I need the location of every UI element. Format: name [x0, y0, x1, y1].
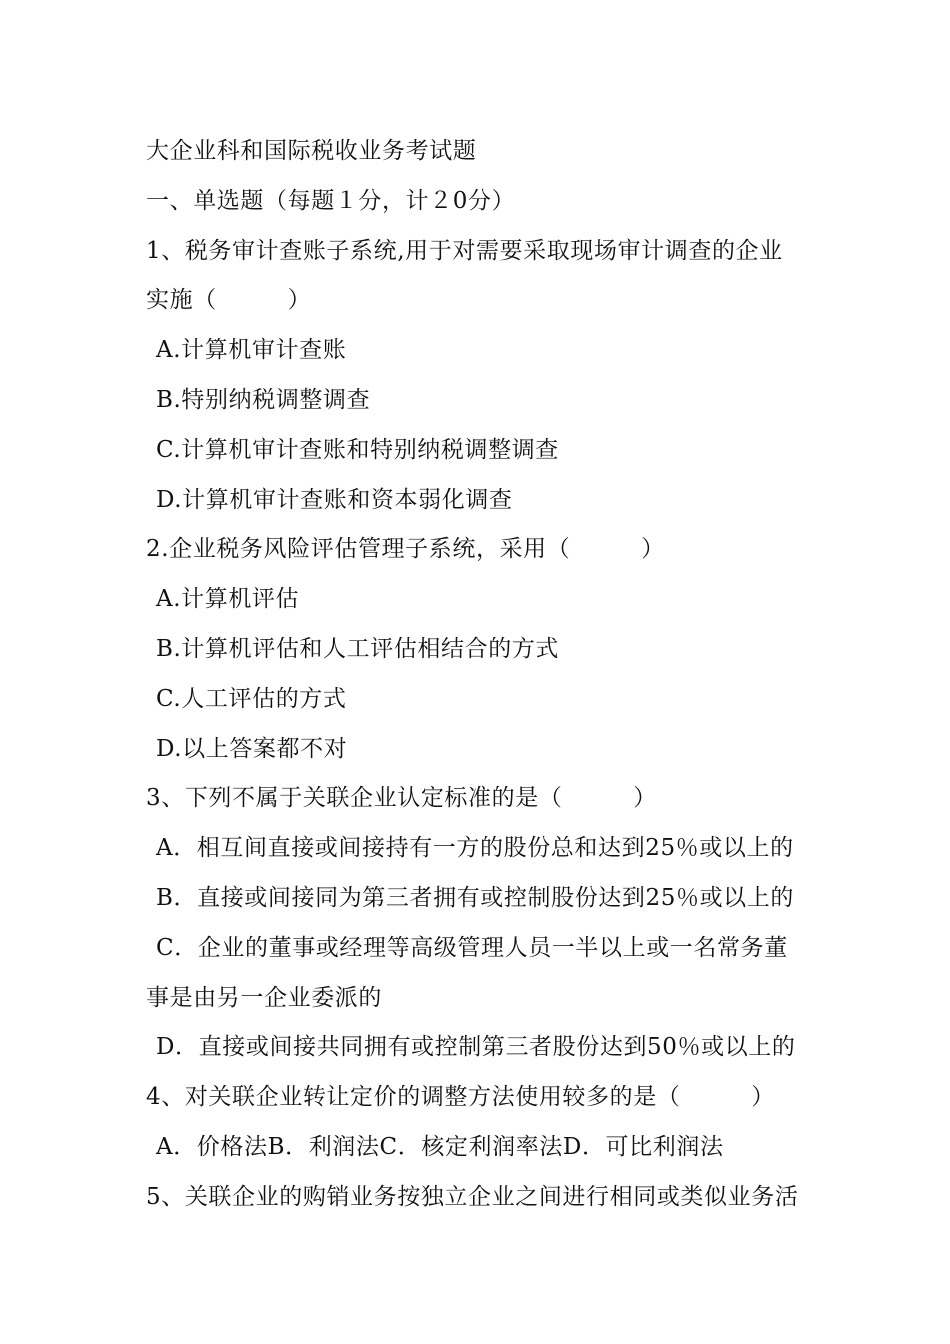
document-title: 大企业科和国际税收业务考试题	[146, 138, 477, 164]
question-3-option-b: B．直接或间接同为第三者拥有或控制股份达到25％或以上的	[156, 884, 794, 911]
question-1: 1、税务审计查账子系统,用于对需要采取现场审计调查的企业	[146, 237, 783, 264]
question-2-option-a: A.计算机评估	[156, 586, 300, 613]
question-2-option-c: C.人工评估的方式	[156, 685, 347, 712]
question-1-option-b: B.特别纳税调整调查	[156, 386, 371, 413]
question-2-option-b: B.计算机评估和人工评估相结合的方式	[156, 635, 560, 662]
question-2-option-d: D.以上答案都不对	[156, 735, 348, 762]
question-3-option-d: D．直接或间接共同拥有或控制第三者股份达到50％或以上的	[156, 1034, 796, 1061]
question-4: 4、对关联企业转让定价的调整方法使用较多的是（ ）	[146, 1084, 775, 1111]
question-4-options: A．价格法B．利润法C．核定利润率法D．可比利润法	[156, 1133, 724, 1160]
question-5: 5、关联企业的购销业务按独立企业之间进行相同或类似业务活	[146, 1183, 799, 1210]
question-1-continuation: 实施（ ）	[146, 287, 312, 314]
question-2: 2.企业税务风险评估管理子系统，采用（ ）	[146, 536, 665, 563]
document-body	[146, 127, 816, 1223]
question-1-option-c: C.计算机审计查账和特别纳税调整调查	[156, 436, 559, 463]
question-3-option-c: C．企业的董事或经理等高级管理人员一半以上或一名常务董	[156, 934, 788, 961]
question-3: 3、下列不属于关联企业认定标准的是（ ）	[146, 785, 657, 812]
question-1-option-d: D.计算机审计查账和资本弱化调查	[156, 486, 513, 513]
question-1-option-a: A.计算机审计查账	[156, 337, 347, 364]
question-3-option-c-continuation: 事是由另一企业委派的	[146, 984, 382, 1011]
question-3-option-a: A．相互间直接或间接持有一方的股份总和达到25％或以上的	[156, 835, 794, 862]
section-heading: 一、单选题（每题１分，计２0分）	[146, 187, 516, 214]
